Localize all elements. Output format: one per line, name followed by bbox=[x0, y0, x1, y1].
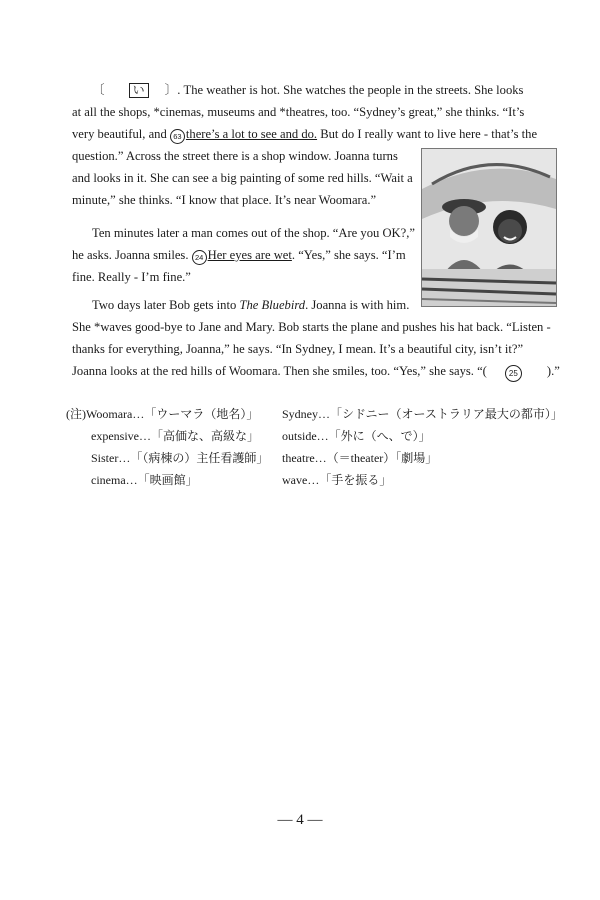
p3-line-1: Two days later Bob gets into The Bluebird. Joanna is with him. bbox=[92, 298, 410, 312]
p1-line-1: 〔 い 〕. The weather is hot. She watches the people in the streets. She looks bbox=[92, 83, 524, 97]
question-25-marker: 25 bbox=[505, 365, 522, 382]
blank-i-box: い bbox=[129, 83, 149, 98]
p3-line-3: thanks for everything, Joanna,” he says. “In Sydney, I mean. It’s a beautiful city, isn’t it?” bbox=[72, 342, 524, 356]
note-sydney: Sydney…「シドニー（オーストラリア最大の都市）」 bbox=[282, 407, 563, 421]
p1-line-2: at all the shops, *cinemas, museums and *theatres, too. “Sydney’s great,” she thinks. “It’s bbox=[72, 105, 525, 119]
note-cinema: cinema…「映画館」 bbox=[91, 473, 198, 487]
p2-line-2: he asks. Joanna smiles. 24 Her eyes are wet. “Yes,” she says. “I’m bbox=[72, 244, 542, 266]
question-63-marker: 63 bbox=[170, 129, 185, 144]
p3-line-4: Joanna looks at the red hills of Woomara. Then she smiles, too. “Yes,” she says. “( 25 ).” bbox=[72, 360, 542, 382]
p2-line-1: Ten minutes later a man comes out of the shop. “Are you OK?,” bbox=[92, 226, 415, 240]
p1-line-3: very beautiful, and 63 there’s a lot to see and do. But do I really want to live here - that’s the bbox=[72, 123, 542, 145]
underlined-24: Her eyes are wet bbox=[207, 248, 292, 262]
question-24-marker: 24 bbox=[192, 250, 207, 265]
p1-line-6: minute,” she thinks. “I know that place. It’s near Woomara.” bbox=[72, 193, 377, 207]
note-wave: wave…「手を振る」 bbox=[282, 473, 392, 487]
page-number: — 4 — bbox=[277, 812, 323, 828]
p1-line-4: question.” Across the street there is a shop window. Joanna turns bbox=[72, 149, 398, 163]
p3-line-2: She *waves good-bye to Jane and Mary. Bob starts the plane and pushes his hat back. “Listen - bbox=[72, 320, 551, 334]
p1-line-5: and looks in it. She can see a big painting of some red hills. “Wait a bbox=[72, 171, 413, 185]
underlined-63: there’s a lot to see and do. bbox=[185, 127, 318, 141]
note-outside: outside…「外に（へ、で）」 bbox=[282, 429, 431, 443]
note-sister: Sister…「（病棟の）主任看護師」 bbox=[91, 451, 269, 465]
paragraph-3 bbox=[72, 294, 560, 382]
note-expensive: expensive…「高価な、高級な」 bbox=[91, 429, 259, 443]
note-theatre: theatre…（＝theater）「劇場」 bbox=[282, 451, 438, 465]
note-woomara: (注)Woomara…「ウーマラ（地名）」 bbox=[66, 407, 259, 421]
paragraph-2 bbox=[72, 222, 542, 288]
p2-line-3: fine. Really - I’m fine.” bbox=[72, 270, 191, 284]
